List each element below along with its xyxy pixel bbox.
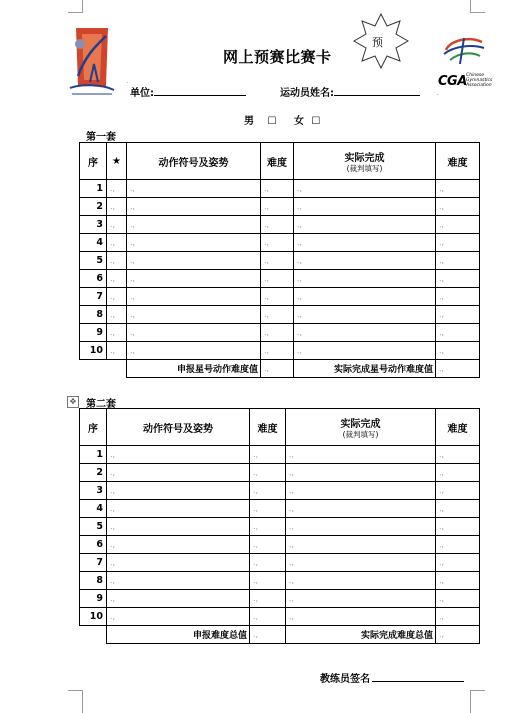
set1-actual-cell[interactable] xyxy=(294,288,436,306)
cell-mark: ., xyxy=(130,183,136,193)
set1-star-cell[interactable] xyxy=(107,270,127,288)
set1-header-actual-sub: (裁判填写) xyxy=(346,163,383,173)
cell-mark: ., xyxy=(110,201,116,211)
set1-difficulty-cell[interactable] xyxy=(261,324,294,342)
set1-star-cell[interactable] xyxy=(107,252,127,270)
set1-actual-difficulty-cell[interactable] xyxy=(436,252,480,270)
set1-actual-difficulty-cell[interactable] xyxy=(436,180,480,198)
set2-action-cell[interactable] xyxy=(107,518,250,536)
cell-mark: ., xyxy=(130,309,136,319)
cell-mark: ., xyxy=(289,503,295,513)
set2-actual-cell[interactable] xyxy=(286,572,436,590)
set2-sum-actual-label: 实际完成难度总值 xyxy=(286,626,436,644)
set2-actual-cell[interactable] xyxy=(286,554,436,572)
set1-header-seq: 序 xyxy=(80,143,107,180)
set1-difficulty-cell[interactable] xyxy=(261,270,294,288)
set2-difficulty-cell[interactable] xyxy=(250,536,286,554)
cell-mark: ., xyxy=(439,611,445,621)
set1-action-cell[interactable] xyxy=(127,180,261,198)
table-row xyxy=(80,342,480,360)
set1-actual-difficulty-cell[interactable] xyxy=(436,324,480,342)
cell-mark: ., xyxy=(439,219,445,229)
set2-action-cell[interactable] xyxy=(107,482,250,500)
cell-mark: ., xyxy=(439,291,445,301)
set1-sum-declared-label: 申报星号动作难度值 xyxy=(127,360,261,378)
set2-header-action: 动作符号及姿势 xyxy=(107,409,250,446)
set2-title: 第二套 xyxy=(86,399,116,410)
set1-actual-difficulty-cell[interactable] xyxy=(436,270,480,288)
cell-mark: ., xyxy=(439,485,445,495)
set2-header-seq: 序 xyxy=(80,409,107,446)
set2-action-cell[interactable] xyxy=(107,500,250,518)
male-label: 男 xyxy=(244,116,254,127)
set1-actual-difficulty-cell[interactable] xyxy=(436,234,480,252)
set1-actual-difficulty-cell[interactable] xyxy=(436,216,480,234)
cell-mark: ., xyxy=(439,503,445,513)
cell-mark: ., xyxy=(297,201,303,211)
set1-row-number: 3 xyxy=(80,216,107,234)
set1-action-cell[interactable] xyxy=(127,216,261,234)
set1-row-number: 6 xyxy=(80,270,107,288)
set2-header-actual-sub: (裁判填写) xyxy=(342,429,379,439)
male-checkbox[interactable]: ☐ xyxy=(267,116,277,127)
cell-mark: ., xyxy=(110,449,116,459)
cell-mark: ., xyxy=(297,183,303,193)
set2-difficulty-cell[interactable] xyxy=(250,500,286,518)
set1-star-cell[interactable] xyxy=(107,198,127,216)
table-row xyxy=(80,270,480,288)
cell-mark: ., xyxy=(110,345,116,355)
set1-actual-difficulty-cell[interactable] xyxy=(436,288,480,306)
cell-mark: ., xyxy=(110,539,116,549)
crop-mark-bottom-left xyxy=(68,690,83,713)
set2-row-number: 2 xyxy=(80,464,107,482)
set1-action-cell[interactable] xyxy=(127,270,261,288)
set2-action-cell[interactable] xyxy=(107,554,250,572)
cell-mark: ., xyxy=(110,237,116,247)
set2-header-actual xyxy=(286,409,436,446)
table-row xyxy=(80,572,480,590)
set2-row-number: 6 xyxy=(80,536,107,554)
cell-mark: ., xyxy=(264,183,270,193)
unit-input-line[interactable] xyxy=(154,84,246,96)
set1-actual-cell[interactable] xyxy=(294,216,436,234)
set1-rows xyxy=(80,180,480,360)
gymnastics-logo-left xyxy=(68,24,116,96)
set2-actual-difficulty-cell[interactable] xyxy=(436,518,480,536)
set2-sum-spacer xyxy=(80,626,107,644)
coach-signature-line[interactable] xyxy=(372,670,464,682)
set1-difficulty-cell[interactable] xyxy=(261,306,294,324)
stamp-text: 预 xyxy=(372,36,383,49)
set2-difficulty-cell[interactable] xyxy=(250,572,286,590)
set1-actual-cell[interactable] xyxy=(294,306,436,324)
set1-action-cell[interactable] xyxy=(127,252,261,270)
set2-row-number: 5 xyxy=(80,518,107,536)
cell-mark: ., xyxy=(289,557,295,567)
set1-star-cell[interactable] xyxy=(107,324,127,342)
set1-action-cell[interactable] xyxy=(127,324,261,342)
cell-mark: ., xyxy=(130,255,136,265)
set1-star-cell[interactable] xyxy=(107,216,127,234)
table-row xyxy=(80,306,480,324)
cell-mark: ., xyxy=(289,539,295,549)
cell-mark: ., xyxy=(110,593,116,603)
set2-sum-actual-value[interactable]: ., xyxy=(436,626,480,644)
set2-header-difficulty: 难度 xyxy=(250,409,286,446)
set2-actual-cell[interactable] xyxy=(286,608,436,626)
set1-table xyxy=(79,142,480,378)
set1-actual-cell[interactable] xyxy=(294,252,436,270)
cell-mark: ., xyxy=(297,291,303,301)
para-mark: . xyxy=(436,88,439,97)
set2-actual-cell[interactable] xyxy=(286,464,436,482)
cell-mark: ., xyxy=(439,183,445,193)
cell-mark: ., xyxy=(130,291,136,301)
female-checkbox[interactable]: ☐ xyxy=(311,116,321,127)
table-row xyxy=(80,482,480,500)
set2-difficulty-cell[interactable] xyxy=(250,482,286,500)
set2-sum-declared-value[interactable]: ., xyxy=(250,626,286,644)
cell-mark: ., xyxy=(289,521,295,531)
set1-actual-cell[interactable] xyxy=(294,234,436,252)
set2-row-number: 4 xyxy=(80,500,107,518)
set1-sum-actual-label: 实际完成星号动作难度值 xyxy=(294,360,436,378)
cell-mark: ., xyxy=(264,273,270,283)
set2-row-number: 8 xyxy=(80,572,107,590)
cell-mark: ., xyxy=(110,611,116,621)
cell-mark: ., xyxy=(264,309,270,319)
set1-actual-cell[interactable] xyxy=(294,324,436,342)
crop-mark-top-right xyxy=(470,0,485,13)
cell-mark: ., xyxy=(439,521,445,531)
cell-mark: ., xyxy=(289,593,295,603)
cell-mark: ., xyxy=(264,345,270,355)
athlete-name-label: 运动员姓名: xyxy=(280,88,334,99)
set1-sum-declared-value[interactable]: ., xyxy=(261,360,294,378)
set2-actual-cell[interactable] xyxy=(286,518,436,536)
set1-actual-difficulty-cell[interactable] xyxy=(436,198,480,216)
para-mark: . xyxy=(126,76,129,85)
cell-mark: ., xyxy=(297,345,303,355)
cell-mark: ., xyxy=(264,219,270,229)
cell-mark: ., xyxy=(253,485,259,495)
set2-actual-difficulty-cell[interactable] xyxy=(436,608,480,626)
set1-difficulty-cell[interactable] xyxy=(261,288,294,306)
cga-logo xyxy=(440,36,488,68)
set2-difficulty-cell[interactable] xyxy=(250,554,286,572)
cell-mark: ., xyxy=(110,521,116,531)
gender-selector xyxy=(244,112,320,127)
cell-mark: ., xyxy=(110,575,116,585)
cell-mark: ., xyxy=(130,345,136,355)
set1-header-action: 动作符号及姿势 xyxy=(127,143,261,180)
set1-row-number: 9 xyxy=(80,324,107,342)
table-row xyxy=(80,464,480,482)
cell-mark: ., xyxy=(439,345,445,355)
set1-difficulty-cell[interactable] xyxy=(261,252,294,270)
table-row xyxy=(80,180,480,198)
table-row xyxy=(80,252,480,270)
cell-mark: ., xyxy=(130,237,136,247)
set1-star-cell[interactable] xyxy=(107,288,127,306)
cell-mark: ., xyxy=(264,237,270,247)
set1-row-number: 8 xyxy=(80,306,107,324)
cell-mark: ., xyxy=(253,503,259,513)
set2-actual-cell[interactable] xyxy=(286,536,436,554)
set1-star-cell[interactable] xyxy=(107,306,127,324)
set2-table xyxy=(79,408,480,644)
cell-mark: ., xyxy=(297,255,303,265)
cell-mark: ., xyxy=(130,201,136,211)
cell-mark: ., xyxy=(297,309,303,319)
set1-title: 第一套 xyxy=(86,132,116,143)
cell-mark: ., xyxy=(110,183,116,193)
cell-mark: ., xyxy=(130,219,136,229)
set2-actual-difficulty-cell[interactable] xyxy=(436,446,480,464)
cell-mark: ., xyxy=(110,467,116,477)
table-row xyxy=(80,288,480,306)
set1-star-cell[interactable] xyxy=(107,180,127,198)
unit-field[interactable] xyxy=(130,84,246,99)
set2-difficulty-cell[interactable] xyxy=(250,518,286,536)
set1-actual-cell[interactable] xyxy=(294,342,436,360)
set2-row-number: 10 xyxy=(80,608,107,626)
set1-header-actual-label: 实际完成 xyxy=(344,152,385,164)
cell-mark: ., xyxy=(110,309,116,319)
set2-difficulty-cell[interactable] xyxy=(250,608,286,626)
set2-actual-cell[interactable] xyxy=(286,500,436,518)
set2-action-cell[interactable] xyxy=(107,536,250,554)
cell-mark: ., xyxy=(439,575,445,585)
cell-mark: ., xyxy=(264,255,270,265)
set1-row-number: 4 xyxy=(80,234,107,252)
cell-mark: ., xyxy=(110,557,116,567)
set2-row-number: 3 xyxy=(80,482,107,500)
set2-sum-declared-label: 申报难度总值 xyxy=(107,626,250,644)
cga-subtitle: Chinese Gymnastics Association xyxy=(466,73,493,88)
table-row xyxy=(80,518,480,536)
cell-mark: ., xyxy=(289,611,295,621)
cell-mark: ., xyxy=(253,449,259,459)
set1-star-cell[interactable] xyxy=(107,234,127,252)
set1-row-number: 1 xyxy=(80,180,107,198)
cell-mark: ., xyxy=(297,219,303,229)
set1-star-cell[interactable] xyxy=(107,342,127,360)
set1-row-number: 10 xyxy=(80,342,107,360)
unit-label: 单位: xyxy=(130,88,154,99)
cell-mark: ., xyxy=(439,557,445,567)
set1-difficulty-cell[interactable] xyxy=(261,180,294,198)
set2-action-cell[interactable] xyxy=(107,572,250,590)
set1-difficulty-cell[interactable] xyxy=(261,342,294,360)
set1-actual-cell[interactable] xyxy=(294,180,436,198)
set2-row-number: 1 xyxy=(80,446,107,464)
page-title: 网上预赛比赛卡 xyxy=(223,48,332,66)
cell-mark: ., xyxy=(439,309,445,319)
set2-actual-difficulty-cell[interactable] xyxy=(436,590,480,608)
cell-mark: ., xyxy=(110,219,116,229)
set1-sum-spacer xyxy=(80,360,127,378)
set1-action-cell[interactable] xyxy=(127,306,261,324)
cell-mark: ., xyxy=(289,485,295,495)
set1-actual-cell[interactable] xyxy=(294,270,436,288)
set1-difficulty-cell[interactable] xyxy=(261,234,294,252)
cell-mark: ., xyxy=(439,237,445,247)
set1-difficulty-cell[interactable] xyxy=(261,198,294,216)
set2-difficulty-cell[interactable] xyxy=(250,464,286,482)
set2-row-number: 7 xyxy=(80,554,107,572)
cell-mark: ., xyxy=(110,485,116,495)
set1-difficulty-cell[interactable] xyxy=(261,216,294,234)
cell-mark: ., xyxy=(439,593,445,603)
set2-row-number: 9 xyxy=(80,590,107,608)
cell-mark: ., xyxy=(289,449,295,459)
set1-header-difficulty: 难度 xyxy=(261,143,294,180)
cell-mark: ., xyxy=(297,327,303,337)
table-row xyxy=(80,234,480,252)
set2-actual-difficulty-cell[interactable] xyxy=(436,536,480,554)
cell-mark: ., xyxy=(110,273,116,283)
cell-mark: ., xyxy=(253,611,259,621)
table-row xyxy=(80,198,480,216)
cell-mark: ., xyxy=(439,539,445,549)
move-handle-icon[interactable]: ✥ xyxy=(67,396,79,408)
set1-row-number: 7 xyxy=(80,288,107,306)
cell-mark: ., xyxy=(253,575,259,585)
cell-mark: ., xyxy=(253,521,259,531)
set2-actual-difficulty-cell[interactable] xyxy=(436,482,480,500)
cell-mark: ., xyxy=(264,201,270,211)
set1-action-cell[interactable] xyxy=(127,342,261,360)
cell-mark: ., xyxy=(253,539,259,549)
set1-header-star: ★ xyxy=(107,143,127,180)
cell-mark: ., xyxy=(289,467,295,477)
cell-mark: ., xyxy=(264,327,270,337)
cga-text: CGA xyxy=(438,74,467,89)
set2-actual-difficulty-cell[interactable] xyxy=(436,500,480,518)
coach-signature-field[interactable] xyxy=(320,670,464,685)
set2-actual-cell[interactable] xyxy=(286,446,436,464)
cell-mark: ., xyxy=(253,593,259,603)
set1-action-cell[interactable] xyxy=(127,288,261,306)
set2-action-cell[interactable] xyxy=(107,446,250,464)
set2-difficulty-cell[interactable] xyxy=(250,590,286,608)
table-row xyxy=(80,554,480,572)
cell-mark: ., xyxy=(130,273,136,283)
cell-mark: ., xyxy=(110,291,116,301)
set2-action-cell[interactable] xyxy=(107,590,250,608)
set2-header-actual-difficulty: 难度 xyxy=(436,409,480,446)
table-row xyxy=(80,500,480,518)
cell-mark: ., xyxy=(439,201,445,211)
table-row xyxy=(80,446,480,464)
set1-row-number: 2 xyxy=(80,198,107,216)
set2-action-cell[interactable] xyxy=(107,608,250,626)
cell-mark: ., xyxy=(110,255,116,265)
set1-row-number: 5 xyxy=(80,252,107,270)
cell-mark: ., xyxy=(253,467,259,477)
table-row xyxy=(80,590,480,608)
cell-mark: ., xyxy=(110,327,116,337)
table-row xyxy=(80,324,480,342)
set2-actual-difficulty-cell[interactable] xyxy=(436,554,480,572)
set1-action-cell[interactable] xyxy=(127,234,261,252)
set2-action-cell[interactable] xyxy=(107,464,250,482)
set2-header-actual-label: 实际完成 xyxy=(340,418,381,430)
cell-mark: ., xyxy=(110,503,116,513)
cell-mark: ., xyxy=(297,237,303,247)
set1-actual-difficulty-cell[interactable] xyxy=(436,306,480,324)
set1-action-cell[interactable] xyxy=(127,198,261,216)
table-row xyxy=(80,536,480,554)
athlete-name-input-line[interactable] xyxy=(334,84,420,96)
set2-actual-difficulty-cell[interactable] xyxy=(436,464,480,482)
cell-mark: ., xyxy=(439,327,445,337)
set1-header-actual-difficulty: 难度 xyxy=(436,143,480,180)
crop-mark-top-left xyxy=(68,0,83,13)
table-row xyxy=(80,608,480,626)
cell-mark: ., xyxy=(289,575,295,585)
cell-mark: ., xyxy=(439,467,445,477)
cell-mark: ., xyxy=(253,557,259,567)
set2-rows xyxy=(80,446,480,626)
cell-mark: ., xyxy=(439,255,445,265)
cell-mark: ., xyxy=(439,449,445,459)
crop-mark-bottom-right xyxy=(470,690,485,713)
set2-actual-cell[interactable] xyxy=(286,482,436,500)
table-row xyxy=(80,216,480,234)
female-label: 女 xyxy=(293,116,304,127)
cell-mark: ., xyxy=(439,273,445,283)
cell-mark: ., xyxy=(297,273,303,283)
set1-header-actual xyxy=(294,143,436,180)
athlete-name-field[interactable] xyxy=(280,84,420,99)
set1-actual-difficulty-cell[interactable] xyxy=(436,342,480,360)
coach-signature-label: 教练员签名 xyxy=(320,674,370,685)
cell-mark: ., xyxy=(264,291,270,301)
set2-actual-cell[interactable] xyxy=(286,590,436,608)
cell-mark: ., xyxy=(130,327,136,337)
set2-difficulty-cell[interactable] xyxy=(250,446,286,464)
set2-actual-difficulty-cell[interactable] xyxy=(436,572,480,590)
set1-actual-cell[interactable] xyxy=(294,198,436,216)
set1-sum-actual-value[interactable]: ., xyxy=(436,360,480,378)
